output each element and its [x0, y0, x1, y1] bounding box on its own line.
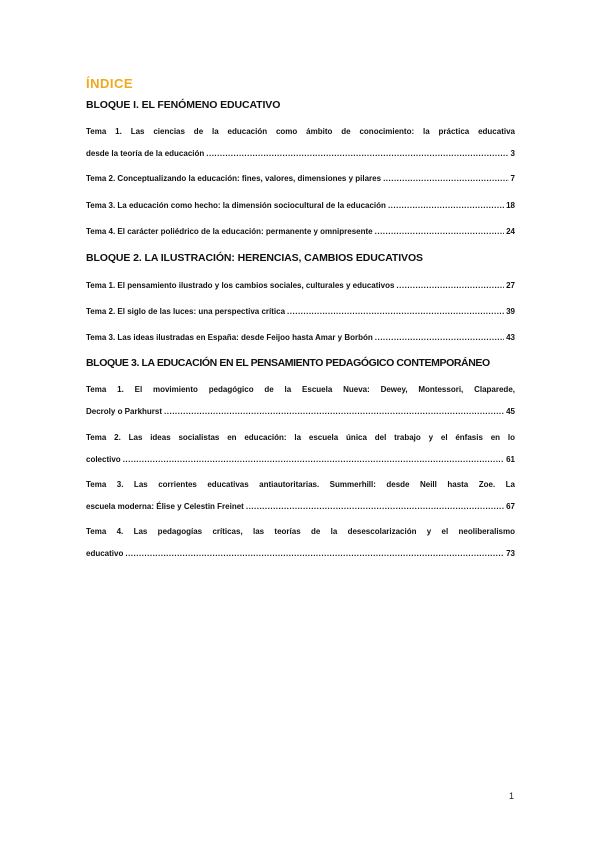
toc-entry-text: Tema 1. El pensamiento ilustrado y los cambios sociales, culturales y educativos: [86, 281, 395, 290]
toc-entry-line: [86, 455, 515, 464]
toc-entry-text: Tema 3. La educación como hecho: la dimensión sociocultural de la educación: [86, 201, 386, 210]
toc-entry-text: Decroly o Parkhurst: [86, 407, 163, 416]
dot-leader: [375, 227, 504, 236]
dot-leader: [164, 407, 504, 416]
dot-leader: [396, 281, 504, 290]
toc-entry-text: colectivo: [86, 455, 121, 464]
dot-leader: [388, 201, 504, 210]
toc-page-number: 67: [506, 502, 515, 511]
page-number: 1: [509, 791, 515, 801]
toc-entry-text: Tema 2. Las ideas socialistas en educación: la escuela única del trabajo y el énfasis en lo: [86, 433, 515, 442]
block-1-title: BLOQUE I. EL FENÓMENO EDUCATIVO: [86, 99, 281, 111]
toc-page-number: 43: [506, 333, 515, 342]
toc-entry-text: desde la teoría de la educación: [86, 149, 205, 158]
toc-entry-line: [86, 201, 515, 210]
toc-entry-text: escuela moderna: Élise y Celestin Freinet: [86, 502, 244, 511]
toc-page-number: 3: [510, 149, 515, 158]
toc-entry-text: Tema 1. El movimiento pedagógico de la Escuela Nueva: Dewey, Montessori, Claparede,: [86, 385, 515, 394]
toc-entry-text: Tema 4. Las pedagogías críticas, las teorías de la desescolarización y el neoliberalismo: [86, 527, 515, 536]
toc-page-number: 7: [510, 174, 515, 183]
toc-entry-line: [86, 149, 515, 158]
toc-entry-line: [86, 307, 515, 316]
toc-entry-text: Tema 3. Las corrientes educativas antiautoritarias. Summerhill: desde Neill hasta Zoe. La: [86, 480, 515, 489]
toc-entry-line: [86, 281, 515, 290]
block-2-title: BLOQUE 2. LA ILUSTRACIÓN: HERENCIAS, CAMBIOS EDUCATIVOS: [86, 252, 423, 264]
toc-page-number: 24: [506, 227, 515, 236]
toc-entry-line: [86, 502, 515, 511]
toc-entry-line: [86, 333, 515, 342]
dot-leader: [383, 174, 508, 183]
toc-page-number: 18: [506, 201, 515, 210]
toc-entry-line: [86, 407, 515, 416]
toc-page-number: 73: [506, 549, 515, 558]
toc-page-number: 61: [506, 455, 515, 464]
toc-entry-text: Tema 2. Conceptualizando la educación: fines, valores, dimensiones y pilares: [86, 174, 382, 183]
index-title: ÍNDICE: [86, 76, 134, 91]
toc-entry-line: [86, 549, 515, 558]
toc-entry-text: Tema 3. Las ideas ilustradas en España: desde Feijoo hasta Amar y Borbón: [86, 333, 373, 342]
toc-entry-text: Tema 1. Las ciencias de la educación como ámbito de conocimiento: la práctica educativa: [86, 127, 515, 136]
dot-leader: [375, 333, 504, 342]
toc-entry-text: Tema 2. El siglo de las luces: una perspectiva crítica: [86, 307, 286, 316]
toc-page-number: 27: [506, 281, 515, 290]
dot-leader: [287, 307, 504, 316]
toc-entry-text: educativo: [86, 549, 124, 558]
toc-entry-text: Tema 4. El carácter poliédrico de la educación: permanente y omnipresente: [86, 227, 373, 236]
dot-leader: [206, 149, 508, 158]
toc-entry-line: [86, 227, 515, 236]
dot-leader: [123, 455, 504, 464]
toc-entry-line: [86, 174, 515, 183]
dot-leader: [125, 549, 504, 558]
toc-page-number: 45: [506, 407, 515, 416]
dot-leader: [246, 502, 504, 511]
toc-page-number: 39: [506, 307, 515, 316]
block-3-title: BLOQUE 3. LA EDUCACIÓN EN EL PENSAMIENTO PEDAGÓGICO CONTEMPORÁNEO: [86, 357, 490, 369]
